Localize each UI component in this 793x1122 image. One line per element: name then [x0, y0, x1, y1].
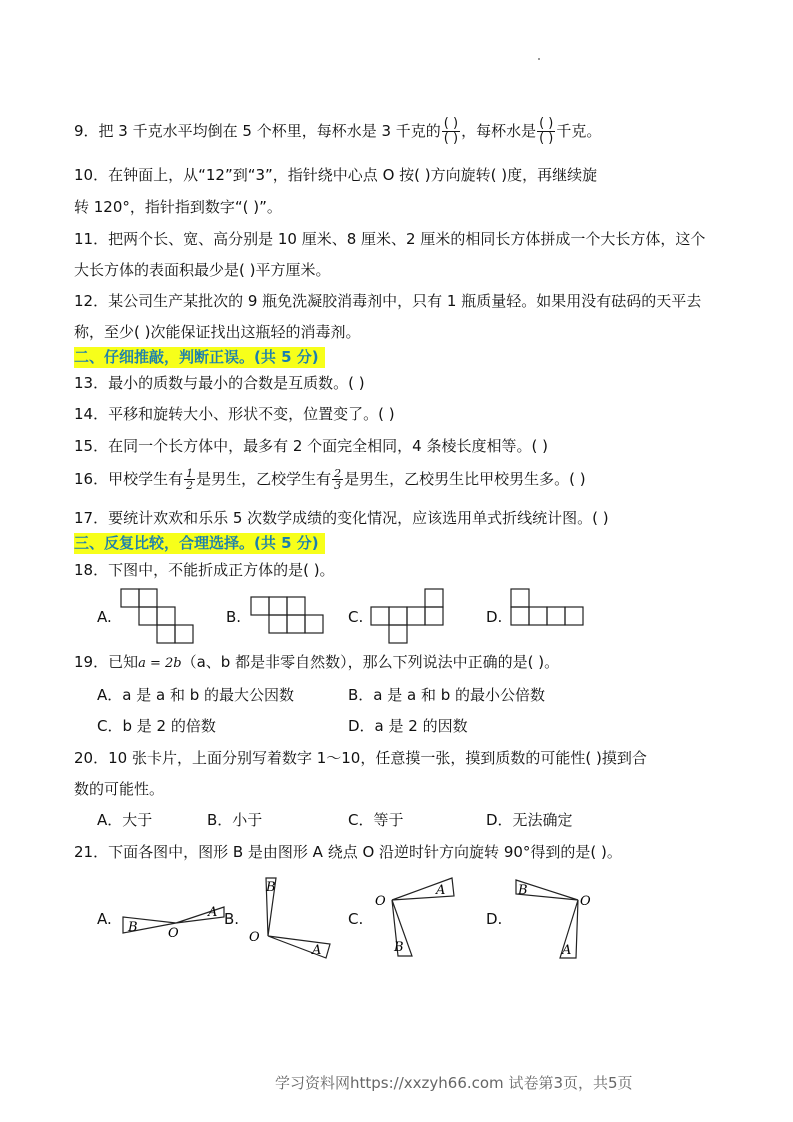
label-b: B [518, 883, 528, 898]
formula-a-eq-2b: a = 2b [138, 656, 182, 671]
q18-option-b-label: B. [226, 608, 242, 626]
label-o: O [375, 894, 386, 909]
label-a: A [208, 905, 218, 920]
q21-option-a-label: A. [97, 910, 112, 928]
q18-option-a-label: A. [97, 608, 112, 626]
rotation-figure-a [118, 895, 230, 945]
q20-option-a: A．大于 [97, 811, 153, 829]
fraction-2-3 [332, 468, 343, 491]
q16-text-1: 16．甲校学生有 [74, 470, 184, 488]
label-b: B [394, 940, 404, 955]
q20-option-c: C．等于 [348, 811, 404, 829]
label-o: O [249, 930, 260, 945]
q19-option-c: C．b 是 2 的倍数 [97, 717, 216, 735]
q21-option-d-label: D. [486, 910, 503, 928]
label-a: A [562, 943, 572, 958]
label-o: O [168, 926, 179, 941]
question-12-line-2: 称，至少( )次能保证找出这瓶轻的消毒剂。 [74, 323, 361, 341]
q18-option-c-label: C. [348, 608, 364, 626]
frac-den: 2 [186, 479, 194, 492]
q20-option-d: D．无法确定 [486, 811, 573, 829]
frac-den: ( ) [443, 131, 459, 146]
question-21: 21．下面各图中，图形 B 是由图形 A 绕点 O 沿逆时针方向旋转 90°得到的是( )。 [74, 843, 622, 861]
q21-option-c-label: C. [348, 910, 364, 928]
frac-den: 3 [334, 479, 342, 492]
q16-text-3: 是男生，乙校男生比甲校男生多。( ) [344, 470, 586, 488]
speck [538, 58, 540, 60]
q19-option-a: A．a 是 a 和 b 的最大公因数 [97, 686, 295, 704]
q9-text-3: 千克。 [556, 122, 602, 140]
question-17: 17．要统计欢欢和乐乐 5 次数学成绩的变化情况，应该选用单式折线统计图。( ) [74, 509, 609, 527]
q19-text-1: 19．已知 [74, 653, 139, 671]
net-figure-c [370, 588, 446, 644]
q16-text-2: 是男生，乙校学生有 [196, 470, 332, 488]
question-15: 15．在同一个长方体中，最多有 2 个面完全相同，4 条棱长度相等。( ) [74, 437, 548, 455]
question-11-line-1: 11．把两个长、宽、高分别是 10 厘米、8 厘米、2 厘米的相同长方体拼成一个大长方体，这个 [74, 230, 706, 248]
section-3-heading: 三、反复比较，合理选择。(共 5 分) [74, 533, 325, 554]
question-10-line-2: 转 120°，指针指到数字“( )”。 [74, 198, 282, 216]
q19-option-b: B．a 是 a 和 b 的最小公倍数 [348, 686, 546, 704]
question-14: 14．平移和旋转大小、形状不变，位置变了。( ) [74, 405, 395, 423]
question-13: 13．最小的质数与最小的合数是互质数。( ) [74, 374, 365, 392]
net-figure-b [250, 596, 326, 636]
question-20-line-2: 数的可能性。 [74, 780, 165, 798]
frac-num: ( ) [443, 116, 459, 131]
q9-text-2: ，每杯水是 [461, 122, 537, 140]
q9-text-1: 9．把 3 千克水平均倒在 5 个杯里，每杯水是 3 千克的 [74, 122, 441, 140]
question-10-line-1: 10．在钟面上，从“12”到“3”，指针绕中心点 O 按( )方向旋转( )度，再继续旋 [74, 166, 598, 184]
q18-option-d-label: D. [486, 608, 503, 626]
label-a: A [312, 943, 322, 958]
question-16 [74, 468, 586, 491]
label-b: B [266, 880, 276, 895]
question-18: 18．下图中，不能折成正方体的是( )。 [74, 561, 335, 579]
question-19 [74, 652, 559, 674]
frac-num: ( ) [539, 116, 554, 131]
label-o: O [580, 894, 591, 909]
question-11-line-2: 大长方体的表面积最少是( )平方厘米。 [74, 261, 331, 279]
label-a: A [436, 883, 446, 898]
fraction-1-2 [184, 468, 195, 491]
question-12-line-1: 12．某公司生产某批次的 9 瓶免洗凝胶消毒剂中，只有 1 瓶质量轻。如果用没有砝码的天平去 [74, 292, 702, 310]
fraction-blank-2 [537, 117, 555, 146]
frac-den: ( ) [539, 131, 554, 146]
label-b: B [128, 920, 138, 935]
q19-option-d: D．a 是 2 的因数 [348, 717, 468, 735]
section-2-heading: 二、仔细推敲，判断正误。(共 5 分) [74, 347, 325, 368]
net-figure-a [120, 588, 196, 644]
q21-option-b-label: B. [224, 910, 240, 928]
frac-num: 2 [334, 467, 342, 480]
fraction-blank-1 [442, 117, 460, 146]
page-footer: 学习资料网https://xxzyh66.com 试卷第3页，共5页 [275, 1074, 633, 1092]
question-9 [74, 117, 601, 146]
frac-num: 1 [186, 467, 194, 480]
net-figure-d [510, 588, 588, 628]
rotation-figure-d [510, 874, 600, 960]
q19-text-2: （a、b 都是非零自然数），那么下列说法中正确的是( )。 [181, 653, 560, 671]
q20-option-b: B．小于 [207, 811, 263, 829]
rotation-figure-c [372, 874, 462, 960]
rotation-figure-b [246, 874, 336, 960]
question-20-line-1: 20．10 张卡片，上面分别写着数字 1～10，任意摸一张，摸到质数的可能性( )摸到合 [74, 749, 647, 767]
